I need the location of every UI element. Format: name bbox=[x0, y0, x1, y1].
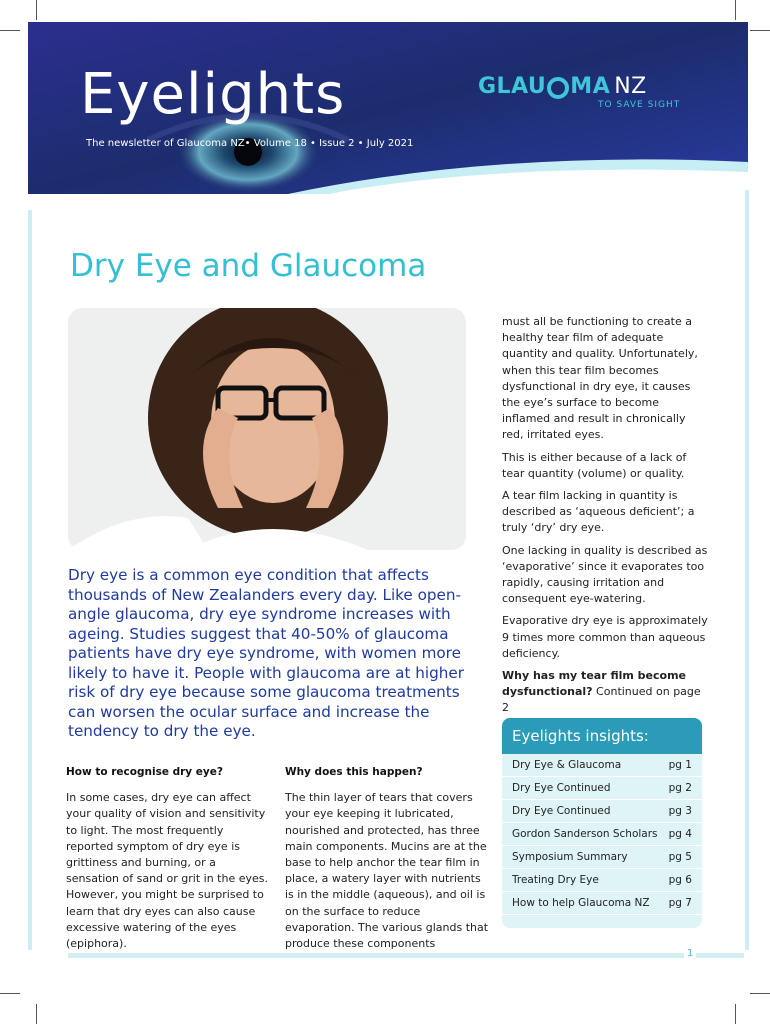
footer-rule bbox=[68, 953, 744, 958]
insights-item-page: pg 6 bbox=[668, 874, 692, 886]
paragraph: Evaporative dry eye is approximately 9 times more common than aqueous deficiency. bbox=[502, 614, 708, 660]
column-text: The thin layer of tears that covers your eye keeping it lubricated, nourished and protected, has three main components. Mucins are at the base to help anchor the tear film in place, a watery layer with nutrients is in the middle (aqueous), and oil is on the surface to reduce evaporation. The various glands that produce these components bbox=[285, 791, 489, 951]
insights-box bbox=[502, 718, 702, 928]
insights-item-label: Treating Dry Eye bbox=[512, 874, 599, 886]
insights-item[interactable] bbox=[502, 846, 702, 869]
insights-item-label: Dry Eye & Glaucoma bbox=[512, 759, 622, 771]
insights-item-page: pg 5 bbox=[668, 851, 692, 863]
column-heading: Why does this happen? bbox=[285, 766, 423, 778]
insights-item-label: Dry Eye Continued bbox=[512, 782, 611, 794]
insights-item-page: pg 1 bbox=[668, 759, 692, 771]
question-text: Why has my tear film become dysfunctional? bbox=[502, 669, 687, 699]
crop-mark bbox=[0, 30, 20, 31]
insights-item-label: How to help Glaucoma NZ bbox=[512, 897, 650, 909]
insights-item[interactable] bbox=[502, 800, 702, 823]
left-border-rule bbox=[28, 210, 32, 950]
crop-mark bbox=[750, 30, 770, 31]
masthead-subline: The newsletter of Glaucoma NZ• Volume 18 • Issue 2 • July 2021 bbox=[86, 138, 414, 149]
insights-item[interactable] bbox=[502, 754, 702, 777]
insights-item-page: pg 4 bbox=[668, 828, 692, 840]
woman-rubbing-eyes-photo bbox=[68, 308, 466, 550]
insights-item[interactable] bbox=[502, 777, 702, 800]
insights-item-label: Symposium Summary bbox=[512, 851, 628, 863]
insights-item-label: Dry Eye Continued bbox=[512, 805, 611, 817]
masthead-title: Eyelights bbox=[80, 62, 346, 127]
crop-mark bbox=[36, 1004, 37, 1024]
crop-mark bbox=[750, 993, 770, 994]
insights-item-label: Gordon Sanderson Scholars bbox=[512, 828, 658, 840]
column-text: In some cases, dry eye can affect your quality of vision and sensitivity to light. The most frequently reported symptom of dry eye is grittiness and burning, or a sensation of sand or grit in the eyes. However, you might be surprised to learn that dry eyes can also cause excessive watering of the eyes (epiphora). bbox=[66, 791, 268, 951]
crop-mark bbox=[735, 1004, 736, 1024]
continued-paragraph bbox=[502, 668, 708, 717]
paragraph: must all be functioning to create a healthy tear film of adequate quantity and quality. Unfortunately, when this tear film becomes dysfunctional in dry eye, it causes the eye’s surface to become inflamed and result in chronically red, irritated eyes. bbox=[502, 315, 698, 442]
insights-item-page: pg 2 bbox=[668, 782, 692, 794]
crop-mark bbox=[36, 0, 37, 20]
article-title: Dry Eye and Glaucoma bbox=[70, 248, 427, 284]
insights-item-page: pg 3 bbox=[668, 805, 692, 817]
logo-text-right: MA bbox=[570, 74, 611, 99]
paragraph: A tear film lacking in quantity is described as ‘aqueous deficient’; a truly ‘dry’ dry eye. bbox=[502, 489, 695, 535]
logo-eye-icon bbox=[547, 77, 569, 99]
column-recognise bbox=[66, 764, 272, 958]
insights-item[interactable] bbox=[502, 892, 702, 915]
column-why bbox=[285, 764, 489, 958]
logo-text-left: GLAU bbox=[478, 74, 547, 99]
article-lead: Dry eye is a common eye condition that affects thousands of New Zealanders every day. Like open-angle glaucoma, dry eye syndrome increases with ageing. Studies suggest that 40-50% of glaucoma patients have dry eye syndrome, with women more likely to have it. People with glaucoma are at higher risk of dry eye because some glaucoma treatments can worsen the ocular surface and increase the tendency to dry the eye. bbox=[68, 566, 464, 740]
paragraph: This is either because of a lack of tear quantity (volume) or quality. bbox=[502, 450, 687, 480]
insights-item-page: pg 7 bbox=[668, 897, 692, 909]
column-right bbox=[502, 314, 708, 723]
crop-mark bbox=[0, 993, 20, 994]
logo-text-nz: NZ bbox=[614, 74, 647, 99]
glaucoma-nz-logo bbox=[478, 74, 681, 110]
column-heading: How to recognise dry eye? bbox=[66, 766, 223, 778]
insights-item[interactable] bbox=[502, 823, 702, 846]
crop-mark bbox=[735, 0, 736, 20]
insights-heading: Eyelights insights: bbox=[502, 718, 702, 754]
logo-tagline: TO SAVE SIGHT bbox=[598, 100, 681, 110]
masthead-banner bbox=[28, 22, 748, 194]
continued-text: Continued on page 2 bbox=[502, 685, 701, 715]
paragraph: One lacking in quality is described as ‘evaporative’ since it evaporates too rapidly, causing irritation and consequent eye-watering. bbox=[502, 543, 708, 606]
right-border-rule bbox=[745, 190, 749, 950]
page-number: 1 bbox=[684, 948, 696, 959]
insights-item[interactable] bbox=[502, 869, 702, 892]
